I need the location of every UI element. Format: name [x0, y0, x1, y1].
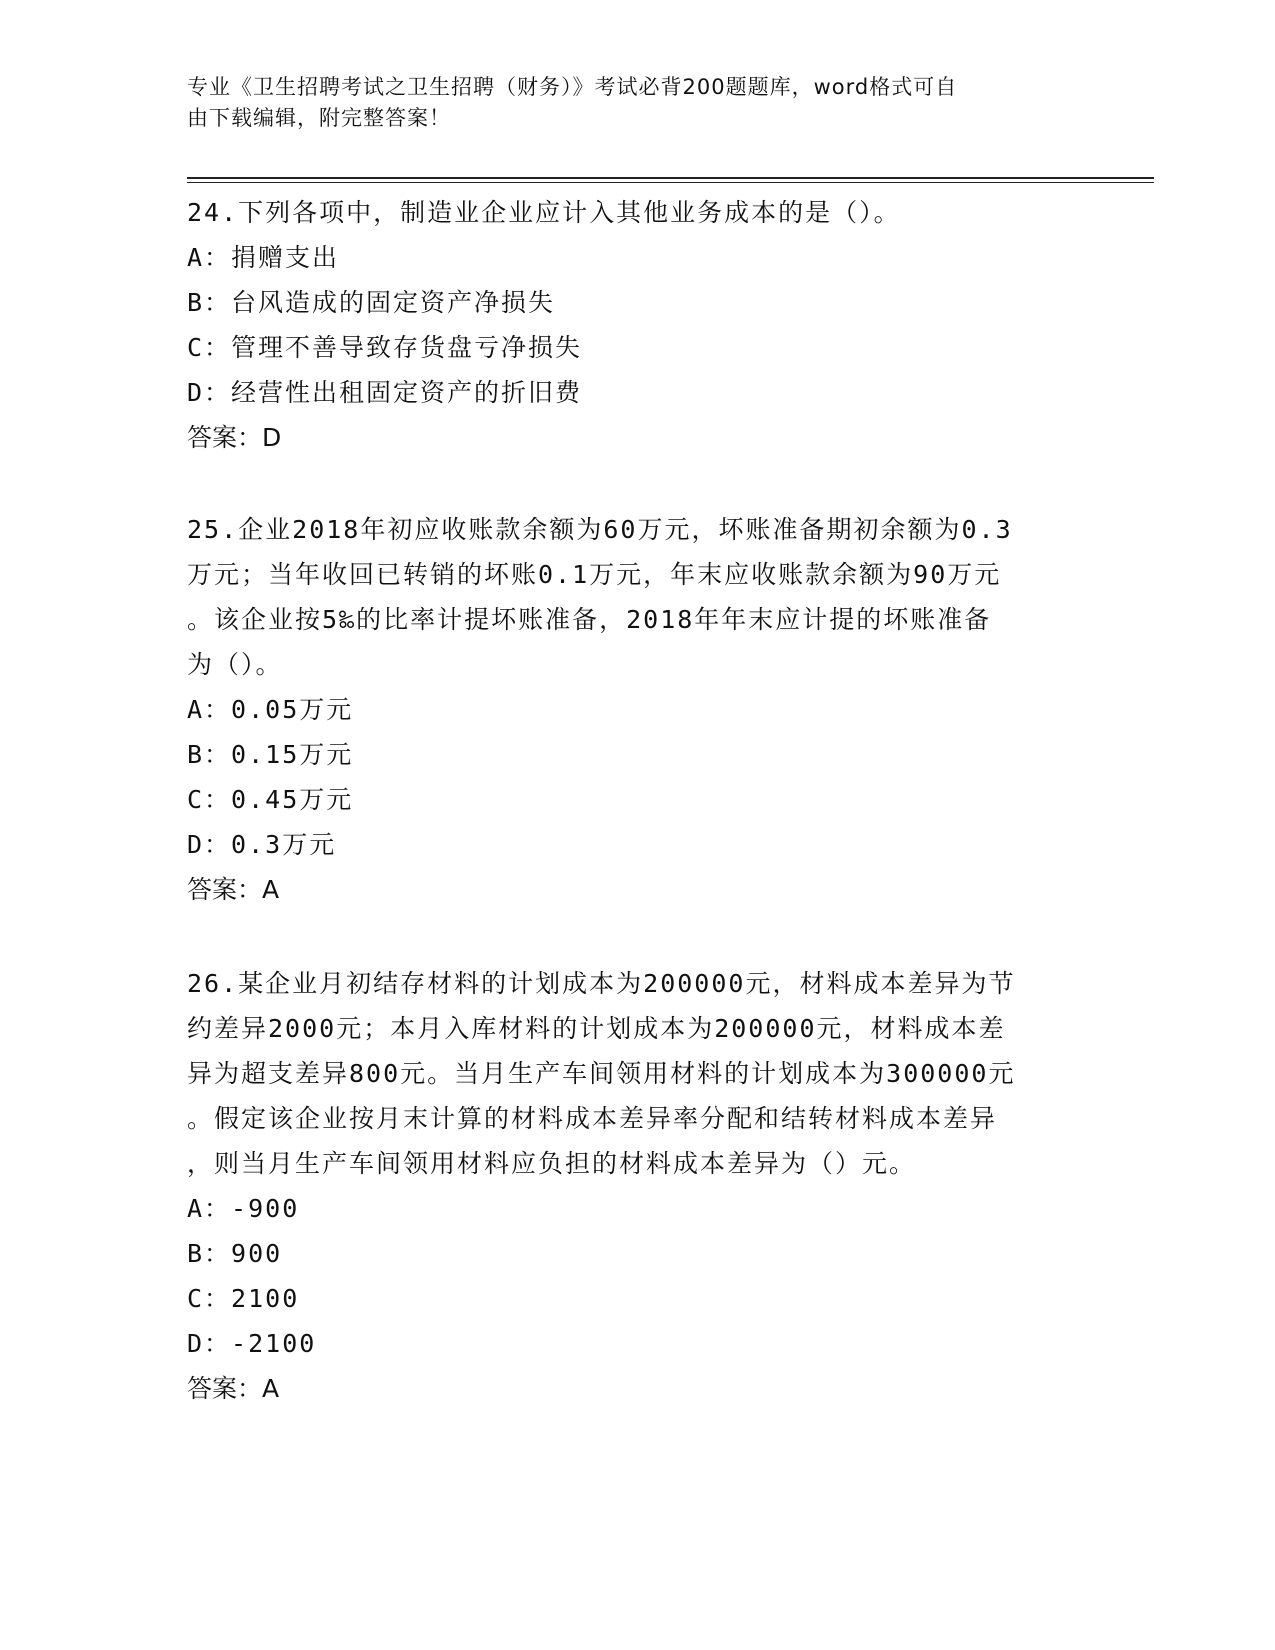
header-line-1: 专业《卫生招聘考试之卫生招聘（财务）》考试必背200题题库，word格式可自	[187, 75, 958, 99]
option-a: A：-900	[187, 1194, 300, 1223]
option-d: D：0.3万元	[187, 830, 337, 859]
question-stem-line: 24.下列各项中，制造业企业应计入其他业务成本的是（）。	[187, 198, 901, 227]
question-stem-line: 26.某企业月初结存材料的计划成本为200000元，材料成本差异为节	[187, 969, 1016, 998]
option-a: A：0.05万元	[187, 695, 354, 724]
option-b: B：0.15万元	[187, 740, 354, 769]
option-d: D：经营性出租固定资产的折旧费	[187, 378, 583, 407]
question-stem-line: 万元；当年收回已转销的坏账0.1万元，年末应收账款余额为90万元	[187, 560, 1002, 589]
question-stem-line: 。假定该企业按月末计算的材料成本差异率分配和结转材料成本差异	[187, 1104, 998, 1133]
question-24	[187, 190, 1087, 460]
header-line-2: 由下载编辑，附完整答案！	[187, 106, 451, 130]
answer-label: 答案：A	[187, 1374, 280, 1403]
answer-label: 答案：A	[187, 875, 280, 904]
option-b: B：台风造成的固定资产净损失	[187, 288, 556, 317]
question-stem-line: 25.企业2018年初应收账款余额为60万元，坏账准备期初余额为0.3	[187, 515, 1013, 544]
option-b: B：900	[187, 1239, 283, 1268]
question-stem-line: 异为超支差异800元。当月生产车间领用材料的计划成本为300000元	[187, 1059, 1016, 1088]
question-stem-line: ，则当月生产车间领用材料应负担的材料成本差异为（）元。	[187, 1149, 917, 1178]
document-header	[187, 72, 1067, 134]
header-divider-thin	[187, 182, 1154, 183]
option-a: A：捐赠支出	[187, 243, 340, 272]
question-stem-line: 为（）。	[187, 650, 283, 679]
option-d: D：-2100	[187, 1329, 317, 1358]
answer-label: 答案：D	[187, 423, 282, 452]
question-stem-line: 。该企业按5‰的比率计提坏账准备，2018年年末应计提的坏账准备	[187, 605, 992, 634]
header-divider-thick	[187, 177, 1154, 179]
question-25	[187, 507, 1087, 912]
option-c: C：0.45万元	[187, 785, 354, 814]
option-c: C：管理不善导致存货盘亏净损失	[187, 333, 583, 362]
question-26	[187, 961, 1087, 1411]
option-c: C：2100	[187, 1284, 300, 1313]
question-stem-line: 约差异2000元；本月入库材料的计划成本为200000元，材料成本差	[187, 1014, 1006, 1043]
